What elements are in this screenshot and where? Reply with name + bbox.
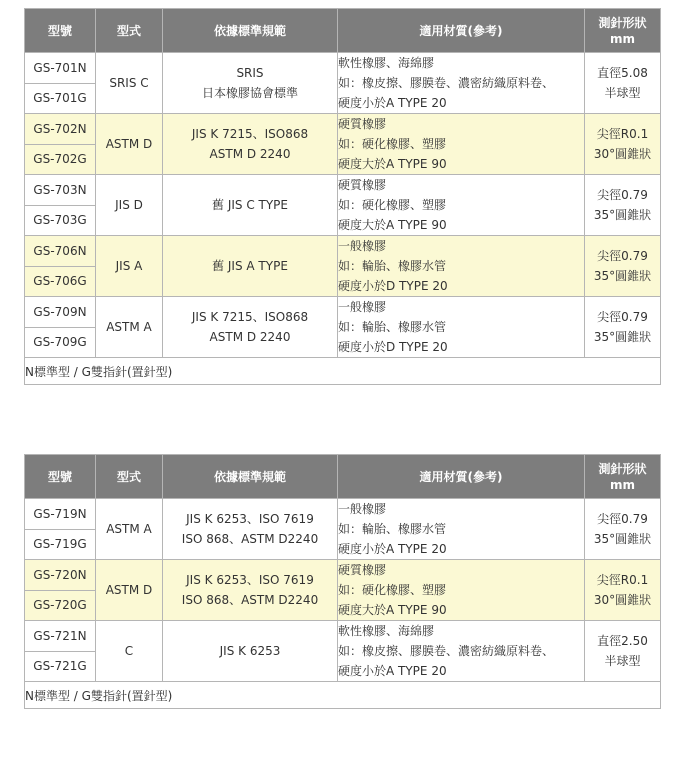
needle-shape-line: 35°圓錐狀 [593, 269, 652, 283]
needle-shape-cell [585, 560, 661, 621]
header-shape-unit: mm [609, 477, 635, 492]
needle-shape-cell [585, 621, 661, 682]
material-line: 如：輪胎、橡膠水管 [338, 522, 447, 536]
standard-line: 日本橡膠協會標準 [201, 86, 298, 100]
needle-shape-line: 30°圓錐狀 [593, 147, 652, 161]
material-cell [338, 560, 585, 621]
header-shape [585, 455, 661, 499]
model-number: GS-702N [25, 114, 96, 145]
material-line: 硬質橡膠 [338, 178, 387, 192]
standard-cell [163, 560, 338, 621]
table-row [25, 114, 661, 145]
material-cell [338, 621, 585, 682]
model-number: GS-709N [25, 297, 96, 328]
needle-shape-cell [585, 236, 661, 297]
model-note: N標準型 / G雙指針(置針型) [25, 358, 661, 385]
standard-cell [163, 175, 338, 236]
table-row [25, 621, 661, 652]
table-row [25, 297, 661, 328]
standard-cell [163, 499, 338, 560]
table-row [25, 560, 661, 591]
needle-shape-line: 尖徑0.79 [597, 249, 648, 263]
type-cell: C [96, 621, 163, 682]
needle-shape-line: 尖徑R0.1 [596, 573, 649, 587]
material-line: 軟性橡膠、海綿膠 [338, 56, 435, 70]
needle-shape-line: 尖徑0.79 [597, 310, 648, 324]
header-material: 適用材質(參考) [338, 455, 585, 499]
material-line: 如：橡皮擦、膠膜卷、濃密紡織原料卷、 [338, 76, 555, 90]
type-cell: JIS A [96, 236, 163, 297]
needle-shape-line: 尖徑0.79 [597, 512, 648, 526]
table-row [25, 175, 661, 206]
material-cell [338, 499, 585, 560]
standard-line: 舊 JIS A TYPE [212, 259, 288, 273]
standard-line: ISO 868、ASTM D2240 [181, 532, 319, 546]
model-number: GS-720G [25, 590, 96, 621]
material-line: 硬質橡膠 [338, 563, 387, 577]
type-cell: ASTM D [96, 114, 163, 175]
table-row [25, 499, 661, 530]
table-header-row [25, 455, 661, 499]
needle-shape-line: 半球型 [604, 654, 641, 668]
needle-shape-cell [585, 297, 661, 358]
standard-cell [163, 114, 338, 175]
type-cell: ASTM A [96, 499, 163, 560]
material-cell [338, 297, 585, 358]
needle-shape-cell [585, 175, 661, 236]
material-line: 一般橡膠 [338, 239, 387, 253]
material-line: 硬度小於A TYPE 20 [338, 96, 447, 110]
needle-shape-cell [585, 499, 661, 560]
material-line: 軟性橡膠、海綿膠 [338, 624, 435, 638]
material-line: 一般橡膠 [338, 300, 387, 314]
needle-shape-cell [585, 53, 661, 114]
material-cell [338, 114, 585, 175]
material-line: 如：輪胎、橡膠水管 [338, 259, 447, 273]
header-shape [585, 9, 661, 53]
standard-line: 舊 JIS C TYPE [212, 198, 288, 212]
model-number: GS-720N [25, 560, 96, 591]
model-number: GS-703G [25, 205, 96, 236]
material-line: 硬度小於D TYPE 20 [338, 340, 448, 354]
header-type: 型式 [96, 455, 163, 499]
needle-shape-line: 尖徑R0.1 [596, 127, 649, 141]
model-note: N標準型 / G雙指針(置針型) [25, 682, 661, 709]
header-material: 適用材質(參考) [338, 9, 585, 53]
note-row [25, 682, 661, 709]
material-line: 硬度大於A TYPE 90 [338, 157, 447, 171]
header-standard: 依據標準規範 [163, 455, 338, 499]
model-number: GS-706N [25, 236, 96, 267]
needle-shape-line: 直徑5.08 [597, 66, 648, 80]
standard-cell [163, 53, 338, 114]
model-number: GS-701N [25, 53, 96, 84]
needle-shape-line: 35°圓錐狀 [593, 330, 652, 344]
table-row [25, 236, 661, 267]
needle-shape-line: 直徑2.50 [597, 634, 648, 648]
model-number: GS-719G [25, 529, 96, 560]
header-shape-unit: mm [609, 31, 635, 46]
header-shape-title: 測針形狀 [598, 15, 647, 30]
model-number: GS-709G [25, 327, 96, 358]
table-row [25, 53, 661, 84]
standard-line: JIS K 7215、ISO868 [191, 310, 309, 324]
material-line: 一般橡膠 [338, 502, 387, 516]
needle-shape-line: 35°圓錐狀 [593, 532, 652, 546]
material-line: 如：硬化橡膠、塑膠 [338, 198, 447, 212]
needle-shape-line: 半球型 [604, 86, 641, 100]
material-cell [338, 53, 585, 114]
type-cell: ASTM D [96, 560, 163, 621]
type-cell: ASTM A [96, 297, 163, 358]
model-number: GS-706G [25, 266, 96, 297]
standard-line: JIS K 6253、ISO 7619 [186, 512, 314, 526]
material-line: 硬質橡膠 [338, 117, 387, 131]
durometer-spec-table-2 [24, 454, 661, 709]
material-cell [338, 236, 585, 297]
standard-cell [163, 297, 338, 358]
note-row [25, 358, 661, 385]
model-number: GS-703N [25, 175, 96, 206]
model-number: GS-721N [25, 621, 96, 652]
material-line: 硬度小於A TYPE 20 [338, 664, 447, 678]
material-line: 硬度小於D TYPE 20 [338, 279, 448, 293]
standard-cell [163, 236, 338, 297]
material-line: 如：橡皮擦、膠膜卷、濃密紡織原料卷、 [338, 644, 555, 658]
standard-cell [163, 621, 338, 682]
table-header-row [25, 9, 661, 53]
needle-shape-cell [585, 114, 661, 175]
standard-line: SRIS [236, 66, 264, 80]
model-number: GS-721G [25, 651, 96, 682]
header-model: 型號 [25, 455, 96, 499]
material-line: 如：硬化橡膠、塑膠 [338, 583, 447, 597]
standard-line: ASTM D 2240 [209, 147, 291, 161]
material-line: 硬度小於A TYPE 20 [338, 542, 447, 556]
material-line: 如：輪胎、橡膠水管 [338, 320, 447, 334]
model-number: GS-702G [25, 144, 96, 175]
standard-line: ASTM D 2240 [209, 330, 291, 344]
header-standard: 依據標準規範 [163, 9, 338, 53]
material-line: 硬度大於A TYPE 90 [338, 603, 447, 617]
header-type: 型式 [96, 9, 163, 53]
material-cell [338, 175, 585, 236]
header-model: 型號 [25, 9, 96, 53]
needle-shape-line: 尖徑0.79 [597, 188, 648, 202]
model-number: GS-701G [25, 83, 96, 114]
standard-line: JIS K 7215、ISO868 [191, 127, 309, 141]
material-line: 如：硬化橡膠、塑膠 [338, 137, 447, 151]
header-shape-title: 測針形狀 [598, 461, 647, 476]
material-line: 硬度大於A TYPE 90 [338, 218, 447, 232]
standard-line: JIS K 6253 [219, 644, 281, 658]
needle-shape-line: 35°圓錐狀 [593, 208, 652, 222]
durometer-spec-table-1 [24, 8, 661, 385]
standard-line: JIS K 6253、ISO 7619 [186, 573, 314, 587]
type-cell: SRIS C [96, 53, 163, 114]
needle-shape-line: 30°圓錐狀 [593, 593, 652, 607]
standard-line: ISO 868、ASTM D2240 [181, 593, 319, 607]
model-number: GS-719N [25, 499, 96, 530]
type-cell: JIS D [96, 175, 163, 236]
